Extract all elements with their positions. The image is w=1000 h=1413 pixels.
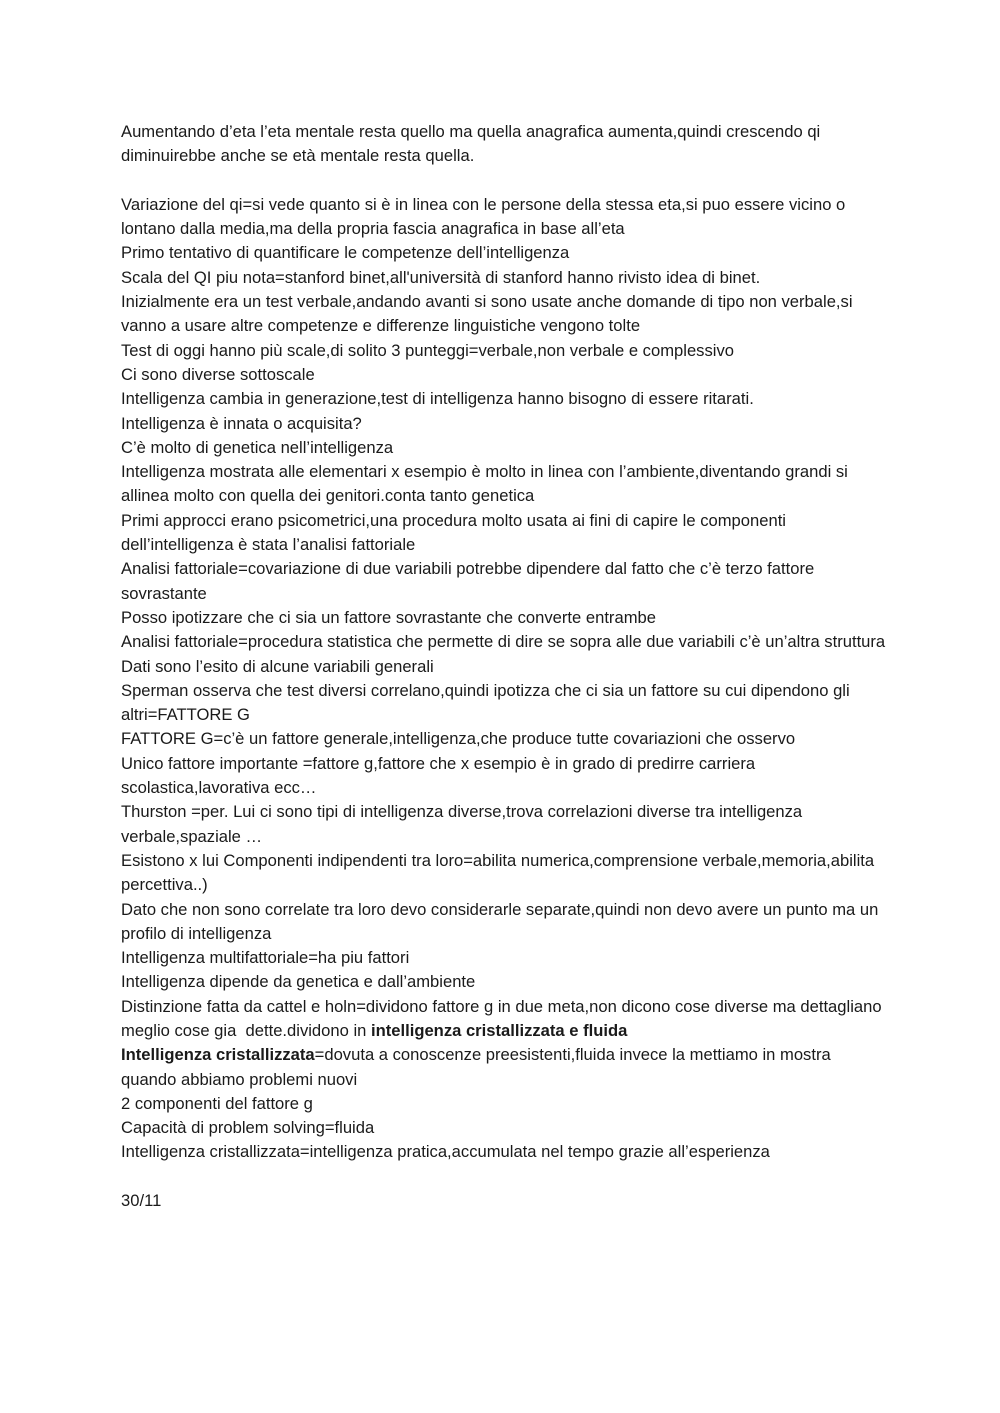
paragraph: Inizialmente era un test verbale,andando avanti si sono usate anche domande di tipo non verbale,si vanno a usare altre competenze e differenze linguistiche vengono tolte [121,292,858,336]
bold-term: intelligenza cristallizzata e fluida [370,1020,628,1040]
document-body [121,120,886,1213]
paragraph: Intelligenza cristallizzata=intelligenza pratica,accumulata nel tempo grazie all’esperienza [121,1142,770,1162]
paragraph: Sperman osserva che test diversi correlano,quindi ipotizza che ci sia un fattore su cui dipendono gli altri=FATTORE G [121,680,855,725]
paragraph: Intelligenza multifattoriale=ha piu fattori [121,948,410,968]
paragraph: Dato che non sono correlate tra loro devo considerarle separate,quindi non devo avere un punto ma un profilo di intelligenza [121,899,883,943]
paragraph: Analisi fattoriale=procedura statistica che permette di dire se sopra alle due variabili c’è un’altra struttura [121,632,886,652]
date-footer: 30/11 [121,1191,162,1211]
paragraph: Capacità di problem solving=fluida [121,1118,375,1138]
paragraph-cattel-holn [121,995,886,1044]
paragraph: Thurston =per. Lui ci sono tipi di intelligenza diverse,trova correlazioni diverse tra intelligenza verbale,spaziale … [121,802,807,846]
paragraph: Analisi fattoriale=covariazione di due variabili potrebbe dipendere dal fatto che c’è terzo fattore sovrastante [121,559,819,603]
paragraph: Intelligenza cambia in generazione,test di intelligenza hanno bisogno di essere ritarati. [121,389,754,409]
paragraph: C’è molto di genetica nell’intelligenza [121,437,394,457]
paragraph: Test di oggi hanno più scale,di solito 3 punteggi=verbale,non verbale e complessivo [121,340,734,360]
paragraph: Aumentando d’eta l’eta mentale resta quello ma quella anagrafica aumenta,quindi crescendo qi diminuirebbe anche se età mentale resta quella. [121,122,825,166]
paragraph-text: =dovuta a conoscenze preesistenti,fluida invece la mettiamo in mostra quando abbiamo problemi nuovi [121,1045,836,1089]
bold-term: Intelligenza cristallizzata [121,1045,315,1065]
blank-line [121,169,886,193]
paragraph: Primo tentativo di quantificare le competenze dell’intelligenza [121,243,570,263]
paragraph: Esistono x lui Componenti indipendenti tra loro=abilita numerica,comprensione verbale,memoria,abilita percettiva..) [121,850,879,895]
paragraph: Intelligenza è innata o acquisita? [121,413,362,433]
paragraph: Posso ipotizzare che ci sia un fattore sovrastante che converte entrambe [121,607,656,627]
paragraph: Unico fattore importante =fattore g,fattore che x esempio è in grado di predirre carriera scolastica,lavorativa ecc… [121,753,760,798]
paragraph: 2 componenti del fattore g [121,1093,313,1113]
paragraph: Ci sono diverse sottoscale [121,364,315,384]
paragraph: Primi approcci erano psicometrici,una procedura molto usata ai fini di capire le componenti dell’intelligenza è stata l’analisi fattoriale [121,510,791,555]
paragraph: Scala del QI piu nota=stanford binet,all'università di stanford hanno rivisto idea di binet. [121,267,761,287]
paragraph: Intelligenza dipende da genetica e dall’ambiente [121,972,476,992]
paragraph: Variazione del qi=si vede quanto si è in linea con le persone della stessa eta,si puo essere vicino o lontano dalla media,ma della propria fascia anagrafica in base all’eta [121,194,850,239]
paragraph: Intelligenza mostrata alle elementari x esempio è molto in linea con l’ambiente,diventando grandi si allinea molto con quella dei genitori.conta tanto genetica [121,462,853,506]
paragraph: Dati sono l’esito di alcune variabili generali [121,656,434,676]
paragraph-crystallized [121,1043,886,1092]
paragraph: FATTORE G=c’è un fattore generale,intelligenza,che produce tutte covariazioni che osservo [121,729,796,749]
blank-line [121,1165,886,1189]
paragraph-text: Distinzione fatta da cattel e holn=dividono fattore g in due meta,non dicono cose diverse ma dettagliano meglio cose gia dette.dividono in [121,996,887,1040]
